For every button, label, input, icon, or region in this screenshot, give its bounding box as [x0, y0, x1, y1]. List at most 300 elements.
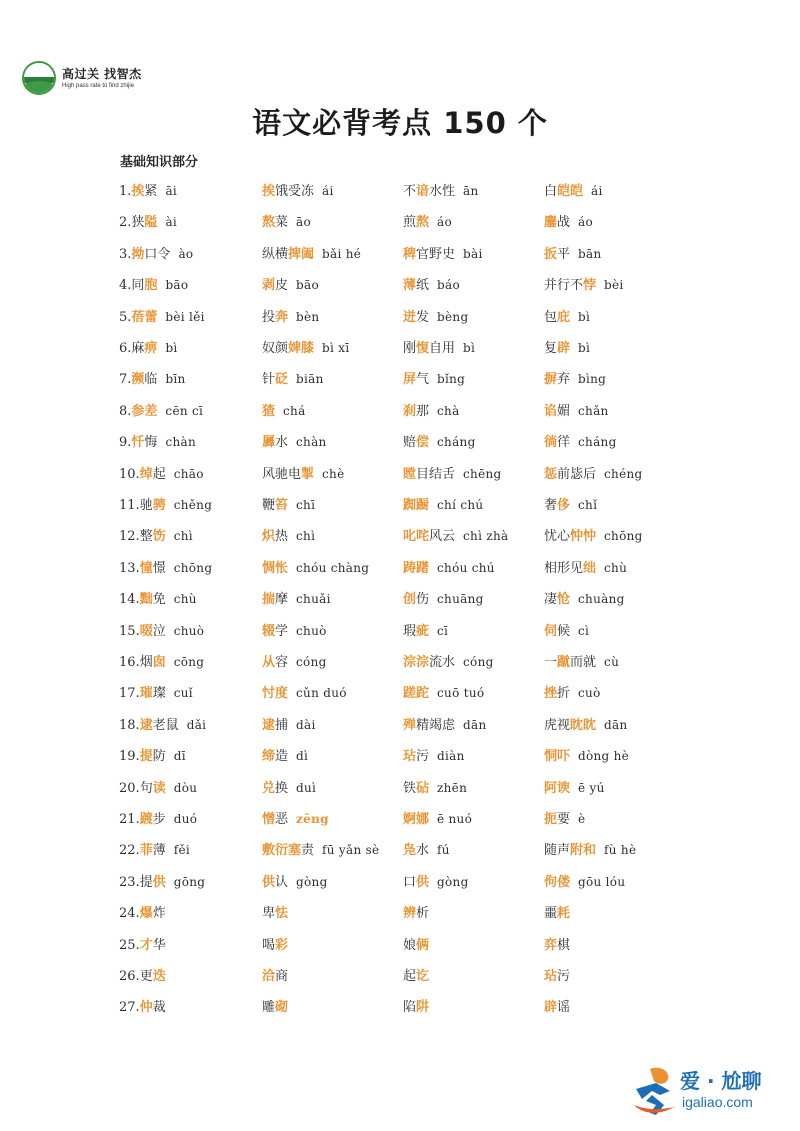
highlighted-char: 蹉跎 [403, 686, 430, 702]
vocab-entry [119, 239, 193, 270]
vocab-entry [544, 396, 609, 427]
word-prefix: 更 [139, 969, 153, 984]
highlighted-char: 惩 [544, 466, 558, 482]
pinyin: bān [578, 246, 602, 261]
vocab-entry [403, 710, 487, 741]
highlighted-char: 阱 [416, 1000, 430, 1016]
entry-number: 13. [119, 560, 140, 576]
highlighted-char: 菲 [139, 843, 153, 859]
word-suffix: 换 [275, 780, 289, 796]
word-suffix: 裁 [152, 1000, 166, 1016]
vocab-entry [119, 333, 178, 364]
highlighted-char: 捭阖 [288, 246, 315, 262]
highlighted-char: 淙淙 [403, 655, 430, 670]
vocab-entry [262, 898, 288, 929]
word-prefix: 奢 [544, 498, 558, 513]
word-prefix: 整 [139, 529, 153, 545]
pinyin: chōng [173, 560, 213, 575]
word-prefix: 风驰电 [262, 466, 302, 482]
entry-number: 3. [119, 246, 132, 262]
watermark [630, 1061, 790, 1119]
word-suffix: 目结舌 [416, 466, 456, 482]
vocab-entry [403, 176, 479, 207]
vocab-entry [262, 490, 315, 521]
vocab-entry [403, 521, 508, 552]
word-prefix: 相形见 [544, 560, 584, 576]
entry-number: 16. [119, 655, 140, 670]
word-suffix: 认 [275, 874, 289, 890]
highlighted-char: 扼 [544, 812, 558, 827]
highlighted-char: 隘 [144, 215, 158, 231]
highlighted-char: 恫吓 [544, 749, 571, 765]
pinyin: cuō tuó [437, 686, 485, 701]
vocab-entry [403, 364, 465, 395]
table-row [0, 207, 800, 238]
entry-number: 21. [119, 812, 140, 827]
vocab-entry [544, 773, 605, 804]
vocab-entry [262, 364, 324, 395]
pinyin: bì [578, 341, 591, 355]
table-row [0, 521, 800, 552]
vocab-entry [119, 678, 193, 709]
word-suffix: 前毖后 [557, 466, 597, 482]
word-prefix: 起 [403, 969, 417, 984]
pinyin: chá [283, 403, 306, 418]
pinyin: dān [604, 717, 628, 732]
vocab-entry [119, 992, 166, 1023]
table-row [0, 898, 800, 929]
pinyin: bì [578, 309, 591, 324]
pinyin: cuǐ [173, 686, 193, 701]
table-row [0, 741, 800, 772]
highlighted-char: 玷 [403, 749, 417, 765]
table-row [0, 427, 800, 458]
word-suffix: 自用 [429, 341, 456, 356]
vocab-entry [544, 364, 606, 395]
highlighted-char: 眈眈 [570, 717, 597, 733]
highlighted-char: 憎 [262, 812, 276, 827]
vocab-entry [262, 427, 327, 458]
brand-slogan: High pass rate to find zhijie [62, 82, 135, 89]
word-prefix: 卑 [262, 906, 276, 922]
highlighted-char: 蓓蕾 [131, 309, 158, 325]
highlighted-char: 供 [262, 874, 276, 890]
vocab-entry [544, 647, 619, 678]
highlighted-char: 辨 [403, 906, 417, 922]
word-prefix: 麻 [131, 341, 145, 356]
vocab-entry [544, 302, 590, 333]
vocab-entry [544, 521, 643, 552]
word-prefix: 同 [131, 278, 145, 294]
pinyin: ān [463, 184, 479, 198]
word-suffix: 谣 [557, 1000, 571, 1016]
highlighted-char: 拗 [131, 246, 145, 262]
pinyin: chěng [173, 498, 213, 512]
pinyin: chì [296, 529, 316, 544]
pinyin: chǐ [578, 498, 598, 512]
pinyin: chóu chú [437, 560, 495, 575]
highlighted-char: 叱咤 [403, 529, 430, 545]
table-row [0, 459, 800, 490]
vocab-entry [403, 930, 429, 961]
word-suffix: 媚 [557, 403, 571, 419]
pinyin: āi [165, 184, 178, 198]
word-suffix: 临 [144, 372, 158, 388]
word-prefix: 一 [544, 655, 558, 670]
pinyin: cōng [173, 655, 205, 669]
highlighted-char: 伺 [544, 623, 558, 639]
pinyin: āo [296, 215, 312, 230]
vocab-entry [403, 302, 468, 333]
table-row [0, 992, 800, 1023]
highlighted-char: 啜 [139, 623, 153, 639]
highlighted-char: 憧 [139, 560, 153, 576]
vocab-entry [262, 239, 361, 270]
vocab-entry [544, 867, 625, 898]
highlighted-char: 稗 [403, 246, 417, 262]
entry-number: 27. [119, 1000, 140, 1016]
vocab-entry [262, 270, 319, 301]
word-suffix: 泣 [152, 623, 166, 639]
word-suffix: 薄 [152, 843, 166, 859]
vocab-entry [403, 992, 429, 1023]
highlighted-char: 刹 [403, 403, 417, 419]
word-suffix: 老鼠 [152, 717, 179, 733]
pinyin: bèi lěi [165, 309, 205, 324]
pinyin: bèng [437, 309, 469, 324]
highlighted-char: 砧 [416, 780, 430, 796]
vocab-entry [262, 961, 288, 992]
table-row [0, 490, 800, 521]
table-row [0, 364, 800, 395]
highlighted-char: 读 [152, 780, 166, 796]
word-suffix: 官野史 [416, 246, 456, 262]
pinyin: áo [578, 215, 594, 230]
word-suffix: 摩 [275, 592, 289, 608]
entry-number: 4. [119, 278, 132, 294]
highlighted-char: 剥 [262, 278, 276, 294]
highlighted-char: 皑皑 [557, 184, 584, 199]
highlighted-char: 参差 [131, 403, 158, 419]
pinyin: gòng [296, 874, 328, 889]
pinyin: chēng [463, 466, 502, 481]
word-prefix: 陷 [403, 1000, 417, 1016]
highlighted-char: 扳 [544, 246, 558, 262]
highlighted-char: 濒 [131, 372, 145, 388]
word-prefix: 赔 [403, 435, 417, 451]
pinyin: cháng [437, 435, 476, 450]
pinyin: chī [296, 498, 316, 512]
vocab-entry [544, 239, 602, 270]
highlighted-char: 阿谀 [544, 780, 571, 796]
word-suffix: 责 [301, 843, 315, 859]
vocab-entry [544, 176, 603, 207]
word-suffix: 步 [152, 812, 166, 827]
vocab-entry [403, 459, 502, 490]
entry-number: 7. [119, 372, 132, 388]
highlighted-char: 薄 [403, 278, 417, 294]
vocab-entry [544, 427, 617, 458]
vocab-entry [119, 553, 212, 584]
word-suffix: 气 [416, 372, 430, 388]
pinyin: chàn [296, 435, 327, 450]
pinyin: fù hè [604, 843, 637, 858]
pinyin: áo [437, 215, 453, 230]
pinyin: bèi [604, 278, 624, 293]
pinyin: cóng [463, 655, 494, 669]
table-row [0, 835, 800, 866]
word-suffix: 炸 [152, 906, 166, 922]
pinyin: chì [173, 529, 193, 544]
vocab-entry [544, 898, 570, 929]
entry-number: 20. [119, 780, 140, 796]
vocab-entry [403, 804, 472, 835]
word-suffix: 棋 [557, 937, 571, 953]
word-suffix: 捕 [275, 717, 289, 733]
word-prefix: 奴颜 [262, 341, 289, 356]
word-prefix: 凄 [544, 592, 558, 608]
highlighted-char: 怆 [557, 592, 571, 608]
word-suffix: 恶 [275, 812, 289, 827]
highlighted-char: 怯 [275, 906, 289, 922]
word-suffix: 水 [275, 435, 289, 451]
highlighted-char: 瞠 [403, 466, 417, 482]
watermark-name: 爱 · 尬聊 [680, 1069, 762, 1093]
highlighted-char: 砌 [275, 1000, 289, 1016]
vocab-entry [403, 207, 452, 238]
vocab-entry [262, 741, 308, 772]
highlighted-char: 揣 [262, 592, 276, 608]
table-row [0, 302, 800, 333]
highlighted-char: 囱 [152, 655, 166, 670]
word-prefix: 煎 [403, 215, 417, 231]
vocab-entry [403, 616, 448, 647]
word-prefix: 驰 [139, 498, 153, 513]
word-suffix: 容 [275, 655, 289, 670]
table-row [0, 961, 800, 992]
word-suffix: 弃 [557, 372, 571, 388]
pinyin: gōu lóu [578, 874, 626, 889]
vocab-entry [403, 584, 484, 615]
pinyin: cuò [578, 686, 601, 701]
entry-number: 17. [119, 686, 140, 702]
table-row [0, 930, 800, 961]
word-suffix: 水 [416, 843, 430, 859]
vocab-entry [262, 773, 316, 804]
entry-number: 2. [119, 215, 132, 231]
pinyin: chù [173, 592, 197, 607]
entry-number: 18. [119, 717, 140, 733]
highlighted-char: 辟 [557, 341, 571, 356]
pinyin: ái [591, 184, 603, 198]
vocab-entry [262, 710, 316, 741]
word-suffix: 悔 [144, 435, 158, 451]
word-suffix: 口令 [144, 246, 171, 262]
word-suffix: 皮 [275, 278, 289, 294]
pinyin: bīn [165, 372, 186, 387]
highlighted-char: 骋 [152, 498, 166, 513]
vocab-entry [119, 804, 197, 835]
highlighted-char: 玷 [544, 969, 558, 984]
entry-number: 1. [119, 184, 132, 199]
highlighted-char: 创 [403, 592, 417, 608]
pinyin: è [578, 812, 586, 826]
word-prefix: 口 [403, 874, 417, 890]
word-suffix: 紧 [144, 184, 158, 199]
vocab-entry [403, 773, 467, 804]
vocab-entry [544, 961, 570, 992]
highlighted-char: 爆 [139, 906, 153, 922]
highlighted-char: 侈 [557, 498, 571, 513]
vocab-entry [544, 930, 570, 961]
word-suffix: 学 [275, 623, 289, 639]
highlighted-char: 踱 [139, 812, 153, 827]
table-row [0, 584, 800, 615]
word-prefix: 鞭 [262, 498, 276, 513]
pinyin: ào [178, 246, 194, 261]
word-suffix: 伤 [416, 592, 430, 608]
highlighted-char: 才 [139, 937, 153, 953]
vocab-entry [119, 427, 196, 458]
vocab-entry [403, 678, 484, 709]
entry-number: 11. [119, 498, 140, 513]
vocab-entry [262, 992, 288, 1023]
word-prefix: 复 [544, 341, 558, 356]
highlighted-char: 笞 [275, 498, 289, 513]
highlighted-char: 讫 [416, 969, 430, 984]
highlighted-char: 敷衍塞 [262, 843, 302, 859]
pinyin: duì [296, 780, 317, 795]
word-suffix: 璨 [152, 686, 166, 702]
highlighted-char: 挨 [131, 184, 145, 199]
pinyin: chǎn [578, 403, 609, 418]
vocab-entry [262, 647, 327, 678]
pinyin: bài [463, 246, 483, 261]
vocab-entry [262, 333, 349, 364]
word-suffix: 菜 [275, 215, 289, 231]
word-suffix: 污 [557, 969, 571, 984]
vocab-entry [262, 207, 311, 238]
vocab-entry [544, 553, 627, 584]
pinyin: ái [322, 184, 334, 198]
pinyin: chuàng [578, 592, 625, 607]
pinyin: dī [173, 749, 186, 764]
pinyin: chuò [173, 623, 205, 638]
highlighted-char: 砭 [275, 372, 289, 388]
vocab-entry [544, 992, 570, 1023]
word-prefix: 铁 [403, 780, 417, 796]
vocab-entry [403, 835, 450, 866]
pinyin: chà [437, 403, 460, 418]
vocab-entry [544, 270, 624, 301]
highlighted-char: 彩 [275, 937, 289, 953]
vocab-entry [403, 427, 476, 458]
pinyin: bèn [296, 309, 320, 324]
word-suffix: 水性 [429, 184, 456, 199]
word-prefix: 虎视 [544, 717, 571, 733]
highlighted-char: 洽 [262, 969, 276, 984]
highlighted-char: 掣 [301, 466, 315, 482]
entry-number: 6. [119, 341, 132, 356]
highlighted-char: 惆怅 [262, 560, 289, 576]
table-row [0, 616, 800, 647]
pinyin: zēng [296, 812, 329, 826]
vocab-entry [262, 553, 369, 584]
vocab-entry [403, 741, 465, 772]
vocab-entry [262, 302, 319, 333]
entry-number: 14. [119, 592, 140, 608]
pinyin: cì [578, 623, 590, 638]
pinyin: bì [463, 341, 476, 355]
word-prefix: 雕 [262, 1000, 276, 1016]
word-suffix: 那 [416, 403, 430, 419]
highlighted-char: 婢膝 [288, 341, 315, 356]
vocab-entry [119, 773, 197, 804]
vocab-entry [119, 302, 205, 333]
entry-number: 19. [119, 749, 140, 765]
pinyin: cháng [578, 435, 617, 450]
pinyin: bǎi hé [322, 246, 362, 261]
runner-logo-icon [630, 1061, 680, 1119]
highlighted-char: 忖度 [262, 686, 289, 702]
pinyin: ài [165, 215, 178, 230]
word-suffix: 折 [557, 686, 571, 702]
word-suffix: 徉 [557, 435, 571, 451]
vocab-entry [544, 490, 597, 521]
watermark-url: igaliao.com [682, 1094, 753, 1110]
highlighted-char: 痹 [144, 341, 158, 356]
vocab-entry [119, 647, 204, 678]
pinyin: dì [296, 749, 309, 764]
table-row [0, 176, 800, 207]
pinyin: chéng [604, 466, 643, 481]
highlighted-char: 逮 [262, 717, 276, 733]
pinyin: dài [296, 717, 316, 732]
entry-number: 12. [119, 529, 140, 545]
highlighted-char: 兑 [262, 780, 276, 796]
highlighted-char: 屏 [403, 372, 417, 388]
pinyin: báo [437, 278, 460, 293]
highlighted-char: 仲 [139, 1000, 153, 1016]
highlighted-char: 疵 [416, 623, 430, 639]
pinyin: dòng hè [578, 749, 630, 764]
vocab-entry [403, 270, 460, 301]
vocab-entry [403, 647, 494, 678]
vocab-entry [544, 459, 643, 490]
highlighted-char: 熬 [262, 215, 276, 231]
highlighted-char: 从 [262, 655, 276, 670]
highlighted-char: 逮 [139, 717, 153, 733]
highlighted-char: 弈 [544, 937, 558, 953]
word-prefix: 随声 [544, 843, 571, 859]
word-prefix: 喝 [262, 937, 276, 953]
entry-number: 10. [119, 466, 140, 482]
entry-number: 25. [119, 937, 140, 953]
pinyin: chuò [296, 623, 327, 638]
vocab-entry [119, 521, 193, 552]
pinyin: chù [604, 560, 628, 575]
highlighted-char: 悖 [583, 278, 597, 294]
vocab-entry [262, 930, 288, 961]
word-suffix: 风云 [429, 529, 456, 545]
word-suffix: 华 [152, 937, 166, 953]
pinyin: fū yǎn sè [322, 843, 380, 858]
vocab-entry [262, 867, 328, 898]
highlighted-char: 黜 [139, 592, 153, 608]
highlighted-char: 奔 [275, 309, 289, 325]
table-row [0, 270, 800, 301]
word-prefix: 狭 [131, 215, 145, 231]
